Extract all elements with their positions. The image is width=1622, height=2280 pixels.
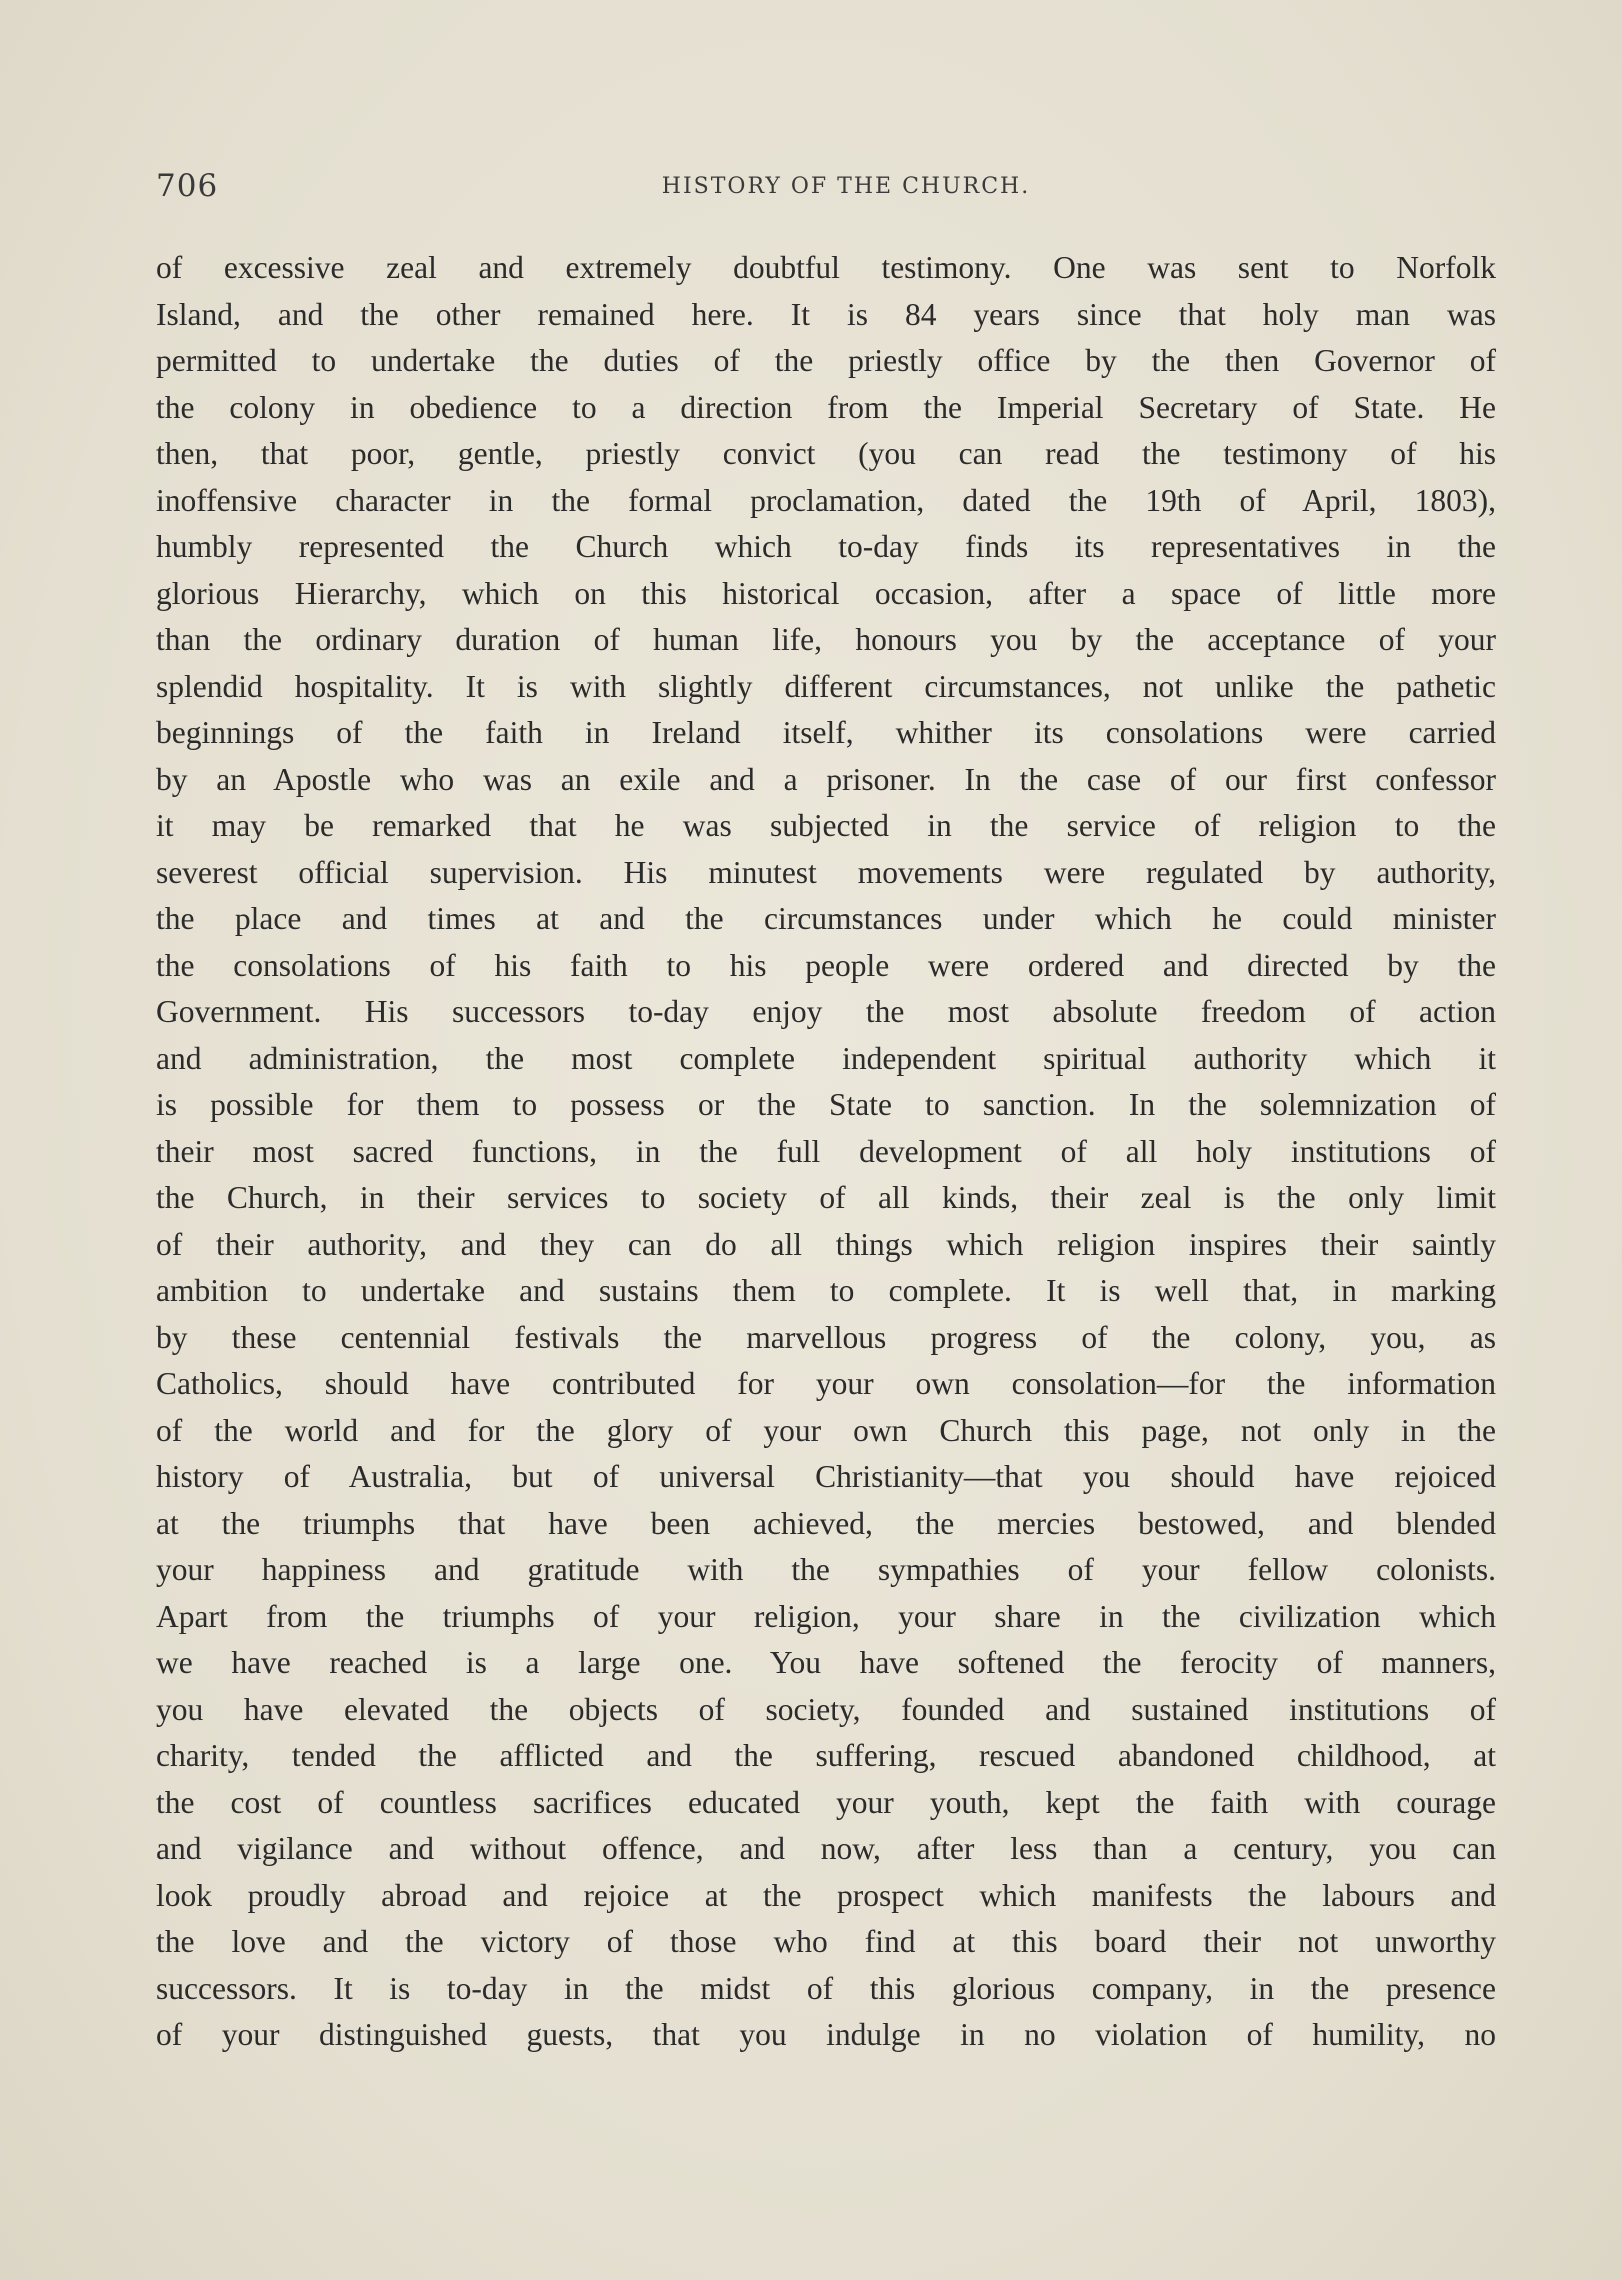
text-line: Apart from the triumphs of your religion, your share in the civilization which — [156, 1598, 1496, 1634]
text-line: glorious Hierarchy, which on this historical occasion, after a space of little more — [156, 575, 1496, 611]
text-line: Island, and the other remained here. It is 84 years since that holy man was — [156, 296, 1496, 332]
text-line: charity, tended the afflicted and the suffering, rescued abandoned childhood, at — [156, 1738, 1496, 1773]
text-line: by these centennial festivals the marvellous progress of the colony, you, as — [156, 1319, 1496, 1355]
text-line: the love and the victory of those who find at this board their not unworthy — [156, 1924, 1496, 1959]
text-line: the cost of countless sacrifices educated your youth, kept the faith with courage — [156, 1784, 1496, 1820]
text-line: than the ordinary duration of human life, honours you by the acceptance of your — [156, 622, 1496, 657]
text-line: permitted to undertake the duties of the priestly office by the then Governor of — [156, 343, 1496, 378]
text-line: of excessive zeal and extremely doubtful testimony. One was sent to Norfolk — [156, 250, 1496, 285]
text-line: and vigilance and without offence, and now, after less than a century, you can — [156, 1831, 1496, 1866]
text-line: Catholics, should have contributed for your own consolation—for the information — [156, 1366, 1496, 1401]
text-line: of your distinguished guests, that you indulge in no violation of humility, no — [156, 2017, 1496, 2052]
text-line: inoffensive character in the formal proclamation, dated the 19th of April, 1803), — [156, 482, 1496, 518]
text-line: history of Australia, but of universal Christianity—that you should have rejoiced — [156, 1459, 1496, 1494]
text-line: at the triumphs that have been achieved, the mercies bestowed, and blended — [156, 1505, 1496, 1541]
text-line: you have elevated the objects of society, founded and sustained institutions of — [156, 1691, 1496, 1727]
text-line: then, that poor, gentle, priestly convict (you can read the testimony of his — [156, 436, 1496, 471]
text-line: splendid hospitality. It is with slightly different circumstances, not unlike the pathetic — [156, 668, 1496, 704]
page-number: 706 — [156, 168, 219, 204]
text-line: severest official supervision. His minutest movements were regulated by authority, — [156, 854, 1496, 890]
text-line: and administration, the most complete independent spiritual authority which it — [156, 1040, 1496, 1076]
text-line: humbly represented the Church which to-day finds its representatives in the — [156, 529, 1496, 564]
text-line: beginnings of the faith in Ireland itself, whither its consolations were carried — [156, 715, 1496, 750]
text-line: we have reached is a large one. You have softened the ferocity of manners, — [156, 1645, 1496, 1680]
text-line: the place and times at and the circumstances under which he could minister — [156, 901, 1496, 936]
text-line: the consolations of his faith to his people were ordered and directed by the — [156, 947, 1496, 983]
text-line: the colony in obedience to a direction from the Imperial Secretary of State. He — [156, 389, 1496, 425]
text-line: the Church, in their services to society of all kinds, their zeal is the only limit — [156, 1180, 1496, 1215]
text-line: of the world and for the glory of your own Church this page, not only in the — [156, 1412, 1496, 1448]
text-line: by an Apostle who was an exile and a prisoner. In the case of our first confessor — [156, 761, 1496, 797]
text-line: successors. It is to-day in the midst of this glorious company, in the presence — [156, 1970, 1496, 2006]
text-line: their most sacred functions, in the full development of all holy institutions of — [156, 1133, 1496, 1169]
text-line: it may be remarked that he was subjected in the service of religion to the — [156, 808, 1496, 843]
text-line: is possible for them to possess or the State to sanction. In the solemnization of — [156, 1087, 1496, 1122]
text-line: look proudly abroad and rejoice at the prospect which manifests the labours and — [156, 1877, 1496, 1913]
text-line: your happiness and gratitude with the sympathies of your fellow colonists. — [156, 1552, 1496, 1587]
text-line: of their authority, and they can do all things which religion inspires their saintly — [156, 1226, 1496, 1262]
page-header — [156, 168, 1496, 208]
text-line: Government. His successors to-day enjoy the most absolute freedom of action — [156, 994, 1496, 1029]
text-line: ambition to undertake and sustains them to complete. It is well that, in marking — [156, 1273, 1496, 1308]
running-title: HISTORY OF THE CHURCH. — [661, 174, 1031, 199]
body-text — [156, 245, 1496, 2059]
